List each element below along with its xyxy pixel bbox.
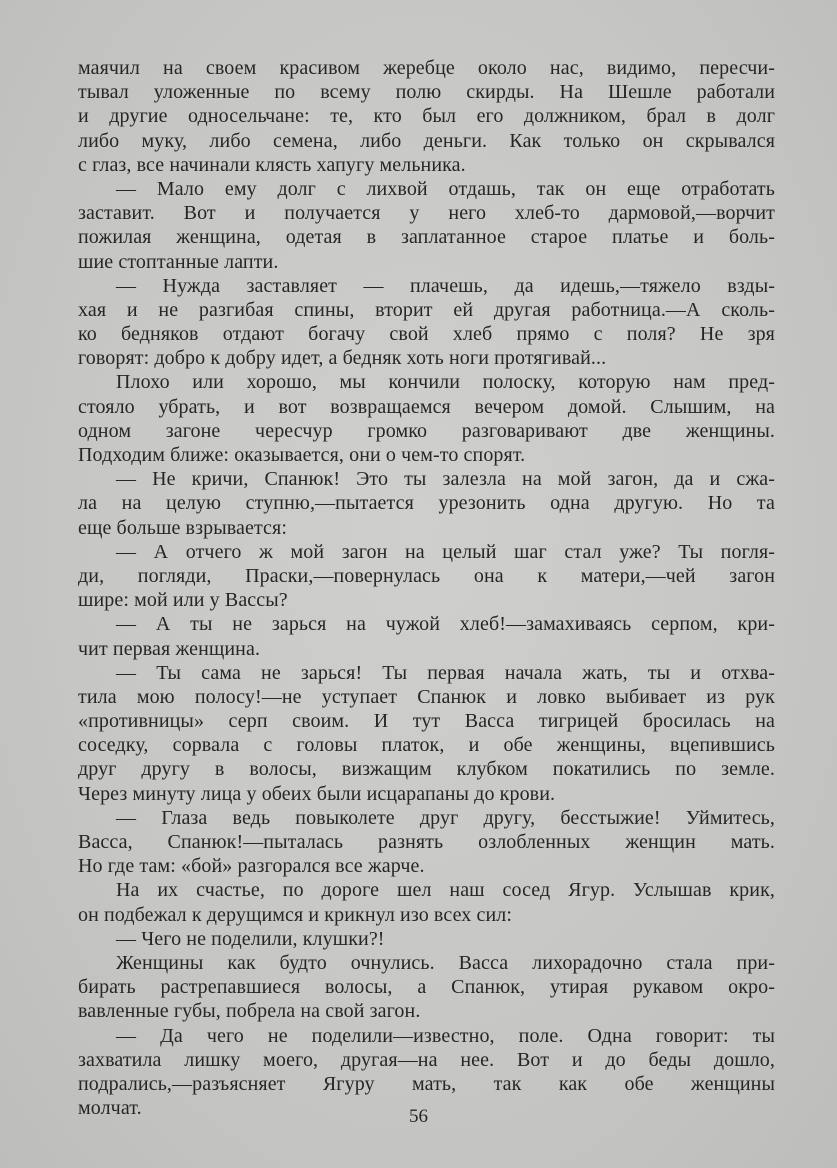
- text-line: Плохо или хорошо, мы кончили полоску, которую нам пред-: [116, 371, 775, 394]
- text-line: либо муку, либо семена, либо деньги. Как только он скрывался: [78, 129, 775, 152]
- text-line: бирать растрепавшиеся волосы, а Спанюк, утирая рукавом окро-: [78, 976, 775, 999]
- text-line: тывал уложенные по всему полю скирды. На Шешле работали: [78, 81, 775, 104]
- text-line: стояло убрать, и вот возвращаемся вечером домой. Слышим, на: [78, 395, 775, 418]
- text-line: маячил на своем красивом жеребце около нас, видимо, пересчи-: [78, 57, 775, 79]
- text-line: — Нужда заставляет — плачешь, да идешь,—тяжело взды-: [116, 274, 775, 297]
- text-line: ла на целую ступню,—пытается урезонить одна другую. Но та: [78, 492, 775, 515]
- page-number: 56: [409, 1106, 428, 1127]
- text-line: Через минуту лица у обеих были исцарапаны до крови.: [78, 782, 556, 805]
- text-line: Подходим ближе: оказывается, они о чем-то спорят.: [78, 444, 526, 466]
- text-line: Васса, Спанюк!—пыталась разнять озлобленных женщин мать.: [78, 831, 775, 853]
- text-line: чит первая женщина.: [78, 637, 261, 660]
- text-line: «противницы» серп своим. И тут Васса тигрицей бросилась на: [78, 710, 775, 733]
- text-line: — Ты сама не зарься! Ты первая начала жать, ты и отхва-: [116, 661, 775, 684]
- text-line: ко бедняков отдают богачу свой хлеб прямо с поля? Не зря: [78, 323, 775, 346]
- text-line: говорят: добро к добру идет, а бедняк хоть ноги протягивай...: [78, 347, 607, 370]
- text-line: Женщины как будто очнулись. Васса лихорадочно стала при-: [116, 951, 775, 974]
- text-line: шие стоптанные лапти.: [78, 250, 279, 273]
- text-line: — Чего не поделили, клушки?!: [116, 927, 385, 950]
- text-line: — Мало ему долг с лихвой отдашь, так он еще отработать: [116, 177, 775, 200]
- text-line: соседку, сорвала с головы платок, и обе женщины, вцепившись: [78, 734, 775, 757]
- text-line: На их счастье, по дороге шел наш сосед Ягур. Услышав крик,: [116, 879, 775, 902]
- text-line: друг другу в волосы, визжащим клубком покатились по земле.: [78, 758, 775, 781]
- text-line: ди, погляди, Праски,—повернулась она к матери,—чей загон: [78, 564, 775, 587]
- text-line: и другие односельчане: те, кто был его должником, брал в долг: [78, 105, 775, 128]
- text-line: одном загоне чересчур громко разговаривают две женщины.: [78, 419, 775, 442]
- text-line: — А отчего ж мой загон на целый шаг стал уже? Ты погля-: [116, 540, 775, 563]
- text-line: он подбежал к дерущимся и крикнул изо всех сил:: [78, 903, 512, 926]
- text-line: хая и не разгибая спины, вторит ей другая работница.—А сколь-: [78, 298, 775, 321]
- text-line: тила мою полосу!—не уступает Спанюк и ловко выбивает из рук: [78, 685, 775, 708]
- text-line: подрались,—разъясняет Ягуру мать, так как обе женщины: [78, 1072, 775, 1095]
- text-line: вавленные губы, побрела на свой загон.: [78, 1000, 421, 1023]
- text-line: еще больше взрывается:: [78, 516, 287, 539]
- text-line: пожилая женщина, одетая в заплатанное старое платье и боль-: [78, 226, 775, 249]
- text-line: — Не кричи, Спанюк! Это ты залезла на мой загон, да и сжа-: [116, 468, 775, 491]
- text-line: с глаз, все начинали клясть хапугу мельника.: [78, 153, 466, 176]
- text-line: — Глаза ведь повыколете друг другу, бесстыжие! Уймитесь,: [116, 806, 775, 829]
- text-line: заставит. Вот и получается у него хлеб-то дармовой,—ворчит: [78, 202, 775, 225]
- text-line: Но где там: «бой» разгорался все жарче.: [78, 855, 425, 878]
- text-line: — Да чего не поделили—известно, поле. Одна говорит: ты: [116, 1024, 775, 1047]
- body-text: [78, 56, 775, 1120]
- text-line: молчат.: [78, 1097, 142, 1120]
- text-line: шире: мой или у Вассы?: [78, 589, 288, 612]
- text-line: захватила лишку моего, другая—на нее. Вот и до беды дошло,: [78, 1048, 775, 1071]
- text-line: — А ты не зарься на чужой хлеб!—замахиваясь серпом, кри-: [116, 613, 775, 636]
